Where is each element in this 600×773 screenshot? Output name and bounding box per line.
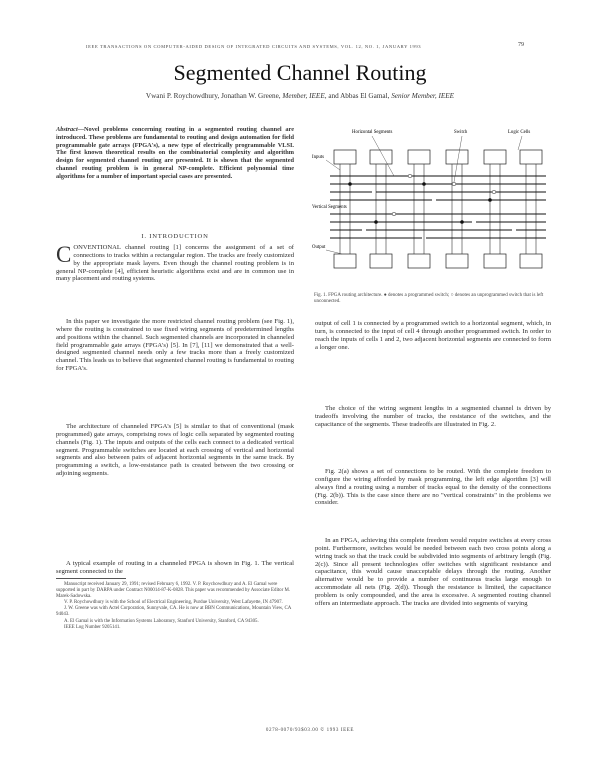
running-head: IEEE TRANSACTIONS ON COMPUTER-AIDED DESIGN OF INTEGRATED CIRCUITS AND SYSTEMS, VOL. 12, NO. 1, JANUARY 1993	[86, 44, 422, 49]
logic-cell	[334, 254, 356, 268]
copyright-line: 0278-0070/93$03.00 © 1993 IEEE	[265, 728, 355, 733]
author-and: and Abbas El Gamal,	[326, 92, 392, 100]
logic-cell	[408, 150, 430, 164]
intro-paragraph-4: A typical example of routing in a channeled FPGA is shown in Fig. 1. The vertical segment connected to the	[56, 560, 294, 575]
footnote: A. El Gamal is with the Information Systems Laboratory, Stanford University, Stanford, CA 94305.	[64, 618, 259, 624]
label-switch: Switch	[454, 130, 468, 135]
footnotes	[56, 582, 294, 631]
footnote: Manuscript received January 29, 1991; revised February 6, 1992. V. P. Roychowdhury and A. El Gamal were supported in part by DARPA under Contract N00014-87-K-0828. This paper was recommended by Associate Editor M. Marek-Sadowska.	[56, 582, 291, 600]
footnote: V. P. Roychowdhury is with the School of Electrical Engineering, Purdue University, West Lafayette, IN 47907.	[64, 600, 283, 606]
author-senior: Senior Member, IEEE	[391, 92, 455, 100]
logic-cell	[370, 254, 392, 268]
intro-paragraph-1	[56, 244, 294, 283]
author-member: Member, IEEE,	[282, 92, 327, 100]
author-line	[60, 92, 540, 100]
right-paragraph-2: The choice of the wiring segment lengths in a segmented channel is driven by tradeoffs involving the number of tracks, the resistance of the switches, and the capacitance of the segments. These tradeoffs are illustrated in Fig. 2.	[315, 405, 551, 428]
intro-paragraph-3: The architecture of channeled FPGA's [5] is similar to that of conventional (mask programmed) gate arrays, comprising rows of logic cells separated by segmented routing channels (Fig. 1). The inputs and outputs of the cells each connect to a dedicated vertical segment. Programmable switches are located at each crossing of vertical and horizontal segments and also between pairs of adjacent horizontal segments in the same track. By programming a switch, a low-resistance path is created between the two crossing or adjoining segments.	[56, 423, 294, 478]
logic-cell	[484, 150, 506, 164]
author-names: Vwani P. Roychowdhury, Jonathan W. Greene,	[145, 92, 283, 100]
footnote-rule	[56, 578, 126, 579]
abstract-label: Abstract—	[56, 126, 84, 133]
logic-cell	[446, 254, 468, 268]
logic-cell	[446, 150, 468, 164]
abstract-text: Novel problems concerning routing in a segmented routing channel are introduced. These problems are fundamental to routing and design automation for field programmable gate arrays (FPGA's), a new type of electrically programmable VLSI. The first known theoretical results on the combinatorial complexity and algorithm design for segmented channel routing are presented. It is shown that the segmented channel routing problem is in general NP-complete. Efficient polynomial time algorithms for a number of important special cases are presented.	[56, 126, 294, 180]
logic-cell	[334, 150, 356, 164]
logic-cell	[520, 150, 542, 164]
label-horizontal-segments: Horizontal Segments	[352, 130, 393, 135]
footnote: IEEE Log Number 9205141.	[64, 624, 121, 630]
intro-paragraph-2: In this paper we investigate the more restricted channel routing problem (see Fig. 1), where the routing is constrained to use fixed wiring segments of predetermined lengths and positions within the channel. Such segmented channels are incorporated in channeled field programmable gate arrays (FPGA's) [5]. In [7], [11] we demonstrated that a well-designed segmented channel needs only a few tracks more than a freely customized channel. This leads us to believe that segmented channel routing is fundamental to routing for FPGA's.	[56, 318, 294, 373]
logic-cell	[408, 254, 430, 268]
paper-title: Segmented Channel Routing	[173, 60, 427, 85]
drop-cap: C	[56, 242, 72, 267]
abstract	[56, 126, 294, 180]
logic-cell	[484, 254, 506, 268]
label-inputs: Inputs	[312, 155, 324, 160]
right-paragraph-4: In an FPGA, achieving this complete freedom would require switches at every cross point. Furthermore, switches would be needed between each two cross points along a wiring track so that the track could be subdivided into segments of arbitrary length (Fig. 2(c)). Since all present technologies offer switches with significant resistance and capacitance, this would cause unacceptable delays through the routing. Another alternative would be to provide a number of continuous tracks large enough to accommodate all nets (Fig. 2(d)). Though the resistance is limited, the capacitance problem is only compounded, and the area is excessive. A segmented routing channel offers an intermediate approach. The tracks are divided into segments of varying	[315, 537, 551, 607]
label-vertical-segments: Vertical Segments	[312, 205, 347, 210]
right-paragraph-3: Fig. 2(a) shows a set of connections to be routed. With the complete freedom to configure the wiring afforded by mask programming, the left edge algorithm [3] will always find a routing using a number of tracks equal to the density of the connections (Fig. 2(b)). This is the case since there are no "vertical constraints" in the problems we consider.	[315, 468, 551, 507]
page-number: 79	[518, 42, 524, 48]
routing-architecture-figure	[312, 124, 552, 292]
footnote: J. W. Greene was with Actel Corporation, Sunnyvale, CA. He is now at BBN Communications, Mountain View, CA 94043.	[56, 606, 291, 618]
label-logic-cells: Logic Cells	[508, 130, 531, 135]
section-heading: I. INTRODUCTION	[141, 233, 209, 240]
intro-p1-text: ONVENTIONAL channel routing [1] concerns the assignment of a set of connections to tracks within a rectangular region. The tracks are freely customized by the appropriate mask layers. Even though the channel routing problem is in general NP-complete [4], efficient heuristic algorithms exist and are in common use in many placement and routing systems.	[56, 244, 294, 283]
label-output: Output	[312, 245, 326, 250]
figure-caption: Fig. 1. FPGA routing architecture. ● denotes a programmed switch; ○ denotes an unprogrammed switch that is left unconnected.	[314, 293, 544, 305]
logic-cell	[520, 254, 542, 268]
right-paragraph-1: output of cell 1 is connected by a programmed switch to a horizontal segment, which, in turn, is connected to the input of cell 4 through another programmed switch. In order to reach the inputs of cells 1 and 2, two adjacent horizontal segments are connected to form a longer one.	[315, 320, 551, 351]
